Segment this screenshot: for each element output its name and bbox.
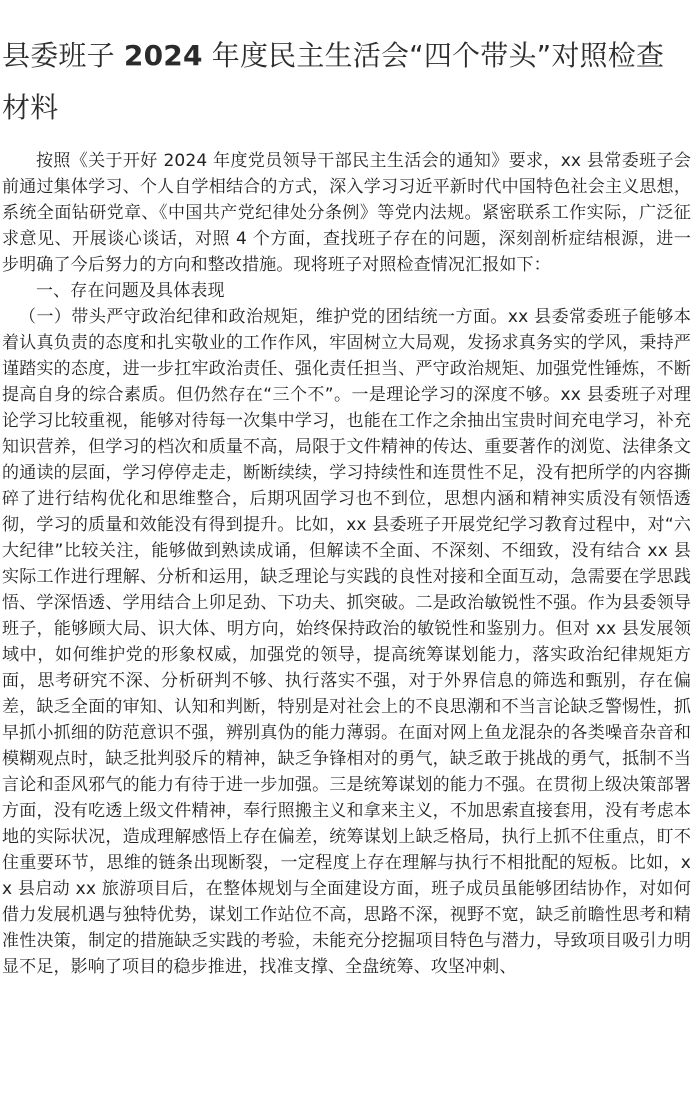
section-paragraph: （一）带头严守政治纪律和政治规矩，维护党的团结统一方面。xx 县委常委班子能够本着认真负责的态度和扎实敬业的工作作风，牢固树立大局观，发扬求真务实的学风，秉持严谨踏实的态度，进一步扛牢政治责任、强化责任担当、严守政治规矩、加强党性锤炼，不断提高自身的综合素质。但仍然存在“三个不”。一是理论学习的深度不够。xx 县委班子对理论学习比较重视，能够对待每一次集中学习，也能在工作之余抽出宝贵时间充电学习，补充知识营养，但学习的档次和质量不高，局限于文件精神的传达、重要著作的浏览、法律条文的通读的层面，学习停停走走，断断续续，学习持续性和连贯性不足，没有把所学的内容撕碎了进行结构优化和思维整合，后期巩固学习也不到位，思想内涵和精神实质没有领悟透彻，学习的质量和效能没有得到提升。比如，xx 县委班子开展党纪学习教育过程中，对“六大纪律”比较关注，能够做到熟读成诵，但解读不全面、不深刻、不细致，没有结合 xx 县实际工作进行理解、分析和运用，缺乏理论与实践的良性对接和全面互动，急需要在学思践悟、学深悟透、学用结合上卯足劲、下功夫、抓突破。二是政治敏锐性不强。作为县委领导班子，能够顾大局、识大体、明方向，始终保持政治的敏锐性和鉴别力。但对 xx 县发展领域中，如何维护党的形象权威，加强党的领导，提高统筹谋划能力，落实政治纪律规矩方面，思考研究不深、分析研判不够、执行落实不强，对于外界信息的筛选和甄别，存在偏差，缺乏全面的审知、认知和判断，特别是对社会上的不良思潮和不当言论缺乏警惕性，抓早抓小抓细的防范意识不强，辨别真伪的能力薄弱。在面对网上鱼龙混杂的各类噪音杂音和模糊观点时，缺乏批判驳斥的精神，缺乏争锋相对的勇气，缺乏敢于挑战的勇气，抵制不当言论和歪风邪气的能力有待于进一步加强。三是统筹谋划的能力不强。在贯彻上级决策部署方面，没有吃透上级文件精神，奉行照搬主义和拿来主义，不加思索直接套用，没有考虑本地的实际状况，造成理解感悟上存在偏差，统筹谋划上缺乏格局，执行上抓不住重点，盯不住重要环节，思维的链条出现断裂，一定程度上存在理解与执行不相批配的短板。比如，xx 县启动 xx 旅游项目后，在整体规划与全面建设方面，班子成员虽能够团结协作，对如何借力发展机遇与独特优势，谋划工作站位不高，思路不深，视野不宽，缺乏前瞻性思考和精准性决策，制定的措施缺乏实践的考验，未能充分挖掘项目特色与潜力，导致项目吸引力明显不足，影响了项目的稳步推进，找准支撑、全盘统筹、攻坚冲刺、 xyxy=(2,307,691,977)
title-prefix: 县委班子 xyxy=(2,39,124,72)
section-heading: 一、存在问题及具体表现 xyxy=(36,281,225,301)
intro-paragraph: 按照《关于开好 2024 年度党员领导干部民主生活会的通知》要求，xx 县常委班子会前通过集体学习、个人自学相结合的方式，深入学习习近平新时代中国特色社会主义思想，系统全面钻研党章、《中国共产党纪律处分条例》等党内法规。紧密联系工作实际，广泛征求意见、开展谈心谈话，对照 4 个方面，查找班子存在的问题，深刻剖析症结根源，进一步明确了今后努力的方向和整改措施。现将班子对照检查情况汇报如下： xyxy=(2,151,691,275)
document-title xyxy=(2,30,691,134)
title-suffix: 年度民主生活会“四个带头”对照检查材料 xyxy=(2,39,665,124)
document xyxy=(2,30,691,980)
title-year: 2024 xyxy=(123,39,203,72)
